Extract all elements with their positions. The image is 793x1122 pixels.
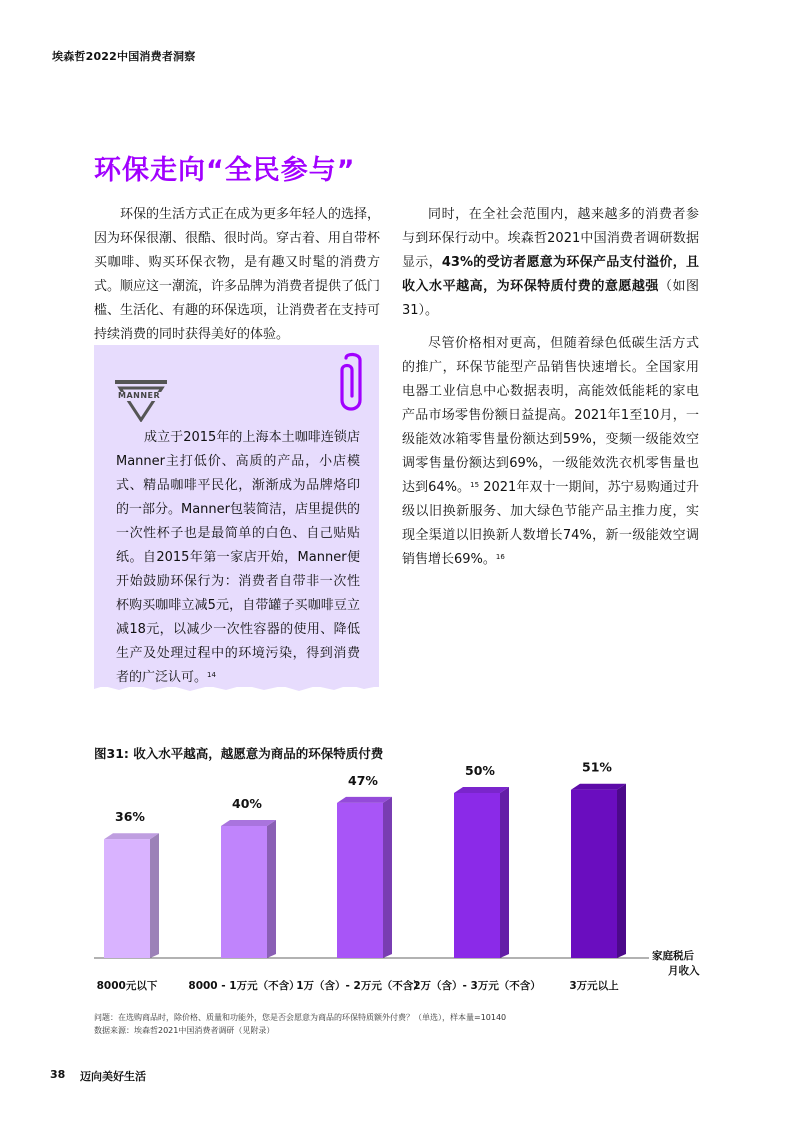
bar-4 xyxy=(571,790,617,958)
survey-paragraph: 同时，在全社会范围内，越来越多的消费者参与到环保行动中。埃森哲2021中国消费者调研数据显示，43%的受访者愿意为环保产品支付溢价，且收入水平越高，为环保特质付费的意愿越强（如图31）。 xyxy=(402,207,699,318)
chart-title: 图31: 收入水平越高，越愿意为商品的环保特质付费 xyxy=(94,746,384,761)
manner-logo xyxy=(114,378,168,422)
energy-paragraph: 尽管价格相对更高，但随着绿色低碳生活方式的推广，环保节能型产品销售快速增长。全国家用电器工业信息中心数据表明，高能效低能耗的家电产品市场零售份额日益提高。2021年1至10月，一级能效冰箱零售量份额达到59%，变频一级能效空调零售量份额达到69%，一级能效洗衣机零售量也达到64%。$^{15}$ 2021年双十一期间，苏宁易购通过升级以旧换新服务、加大绿色节能产品主推力度，实现全渠道以旧换新人数增长74%，新一级能效空调销售增长69%。$^{16}$ xyxy=(402,336,700,567)
bar-0 xyxy=(104,839,150,958)
category-label-1: 8000 - 1万元（不含） xyxy=(188,980,300,992)
data-source: 数据来源：埃森哲2021中国消费者调研（见附录） xyxy=(94,1026,275,1035)
category-label-3: 2万（含）- 3万元（不含） xyxy=(413,980,541,992)
survey-question: 问题：在选购商品时，除价格、质量和功能外，您是否会愿意为商品的环保特质额外付费？（单选），样本量=10140 xyxy=(94,1013,507,1022)
bar-top-3 xyxy=(454,787,509,793)
category-label-0: 8000元以下 xyxy=(96,980,158,992)
footer-section-name: 迈向美好生活 xyxy=(80,1070,146,1083)
section-title: 环保走向“全民参与” xyxy=(94,155,356,186)
footnote-14: 14 xyxy=(207,671,216,679)
paperclip-icon xyxy=(336,352,368,416)
category-label-2: 1万（含）- 2万元（不含） xyxy=(296,980,424,992)
bar-side-2 xyxy=(383,797,392,958)
bar-top-2 xyxy=(337,797,392,803)
bar-1 xyxy=(221,826,267,958)
footnote-16: 16 xyxy=(495,553,505,561)
bar-side-3 xyxy=(500,787,509,958)
case-study-text: 成立于2015年的上海本土咖啡连锁店Manner主打低价、高质的产品，小店模式、精品咖啡平民化，渐渐成为品牌烙印的一部分。Manner包装简洁，店里提供的一次性杯子也是最简单的白色、自己贴贴纸。自2015年第一家店开始，Manner便开始鼓励环保行为：消费者自带非一次性杯购买咖啡立减5元，自带罐子买咖啡豆立减18元，以减少一次性容器的使用、降低生产及处理过程中的环境污染，得到消费者的广泛认可。$^{14}$ xyxy=(116,430,361,685)
income-bar-chart xyxy=(94,760,734,1000)
report-header: 埃森哲2022中国消费者洞察 xyxy=(52,50,196,63)
bar-top-4 xyxy=(571,784,626,790)
bar-top-1 xyxy=(221,820,276,826)
value-label-4: 51% xyxy=(582,760,612,775)
value-label-0: 36% xyxy=(115,809,145,825)
value-label-2: 47% xyxy=(348,772,378,788)
value-label-1: 40% xyxy=(232,796,262,811)
bar-top-0 xyxy=(104,833,159,839)
bar-2 xyxy=(337,803,383,958)
chart-notes xyxy=(94,1011,506,1037)
bar-side-0 xyxy=(150,833,159,958)
left-column xyxy=(94,203,380,347)
bar-3 xyxy=(454,793,500,958)
right-column xyxy=(402,203,699,572)
intro-paragraph: 环保的生活方式正在成为更多年轻人的选择，因为环保很潮、很酷、很时尚。穿古着、用自带杯买咖啡、购买环保衣物，是有趣又时髦的消费方式。顺应这一潮流，许多品牌为消费者提供了低门槛、生活化、有趣的环保选项，让消费者在支持可持续消费的同时获得美好的体验。 xyxy=(94,207,381,342)
x-axis-label-line2: 月收入 xyxy=(668,965,700,977)
value-label-3: 50% xyxy=(465,763,495,778)
bar-side-4 xyxy=(617,784,626,958)
x-axis-label-line1: 家庭税后 xyxy=(652,950,694,962)
footnote-15: 15 xyxy=(470,481,480,489)
highlight-text: 43%的受访者愿意为环保产品支付溢价，且收入水平越高，为环保特质付费的意愿越强 xyxy=(402,255,699,294)
manner-logo-text: MANNER xyxy=(118,391,161,400)
category-label-4: 3万元以上 xyxy=(569,980,619,992)
bar-side-1 xyxy=(267,820,276,958)
page-number: 38 xyxy=(50,1068,66,1081)
